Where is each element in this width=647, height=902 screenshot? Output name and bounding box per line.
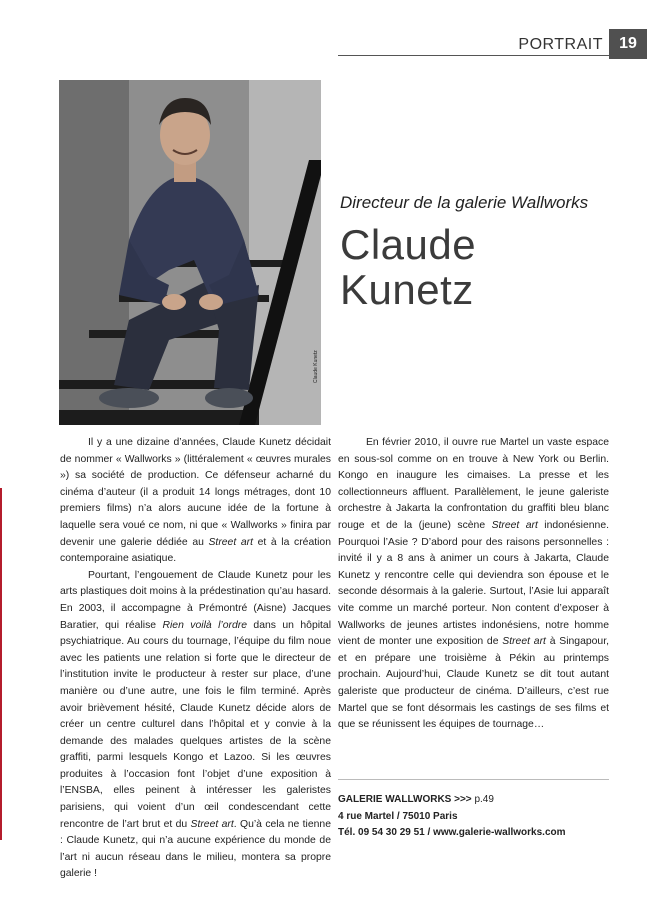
left-accent-bar — [0, 488, 2, 840]
section-label: PORTRAIT — [518, 36, 603, 53]
paragraph: En février 2010, il ouvre rue Martel un vaste espace en sous-sol comme on en trouve à New York ou Berlin. Kongo en inaugure les cimaises. La presse et les collectionneurs affluent. Parallèlement, le jeune galeriste orchestre à Jakarta la confrontation du graffiti bleu blanc rouge et de la (jeune) scène Street art indonésienne. Pourquoi l’Asie ? D’abord pour des raisons personnelles : invité il y a 8 ans à animer un cours à Jakarta, Claude Kunetz y rencontre celle qui deviendra son épouse et le seconde désormais à la galerie. Surtout, l’Asie lui apparaît vite comme un marché porteur. Non content d’exposer à Wallworks de jeunes artistes indonésiens, notre homme vient de monter une exposition de Street art à Singapour, et en prépare une troisième à Pékin au printemps prochain. Aujourd’hui, Claude Kunetz se dit tout autant galeriste que producteur de cinéma. D’ailleurs, c’est rue Martel que se font désormais les castings de ses films et que se réunissent les équipes de tournage… — [338, 437, 609, 731]
paragraph: Il y a une dizaine d’années, Claude Kunetz décidait de nommer « Wallworks » (littéralement « œuvres murales ») sa société de production. Ce défenseur acharné du cinéma d’auteur (il a produit 14 longs métrages, dont 10 premiers films) n’a alors aucune idée de la fortune à laquelle sera voué ce nom, ni que « Wallworks » finira par devenir une galerie dédiée au Street art et à la création contemporaine asiatique. — [60, 437, 331, 565]
gallery-name: GALERIE WALLWORKS — [338, 794, 452, 805]
gallery-contact: Tél. 09 54 30 29 51 / www.galerie-wallworks.com — [338, 827, 566, 838]
body-column-right — [338, 435, 609, 734]
arrow-marker: >>> — [454, 794, 472, 805]
page-number: 19 — [609, 29, 647, 59]
portrait-photo — [59, 80, 321, 425]
body-column-left — [60, 435, 331, 883]
gallery-info — [338, 792, 566, 842]
portrait-illustration — [59, 80, 321, 425]
gallery-address: 4 rue Martel / 75010 Paris — [338, 810, 458, 822]
paragraph: Pourtant, l’engouement de Claude Kunetz pour les arts plastiques doit moins à la prédestination qu’au hasard. En 2003, il accompagne à Prémontré (Aisne) Jacques Baratier, qui réalise Rien voilà l’ordre dans un hôpital psychiatrique. Au cours du tournage, l’équipe du film noue avec les patients une relation si forte que le directeur de l’institution invite le producteur à rester sur place, d’une manière ou d’une autre, une fois le film terminé. Après avoir brièvement hésité, Claude Kunetz décide alors de créer un centre culturel dans l’hôpital et y convie à la demande des malades quelques artistes de la scène graffiti, parmi lesquels Kongo et Lazoo. Si les œuvres produites à l’occasion font l’objet d’une exposition à l’ENSBA, elles peinent à intéresser les galeristes parisiens, qui voient d’un œil condescendant cette rencontre de l’art brut et du Street art. Qu’à cela ne tienne : Claude Kunetz, qui n’a aucune expérience du monde de l’art ni aucun réseau dans le milieu, montera sa propre galerie ! — [60, 569, 331, 880]
title-line-2: Kunetz — [340, 266, 474, 313]
info-rule — [338, 779, 609, 780]
article-subtitle: Directeur de la galerie Wallworks — [340, 193, 589, 212]
title-line-1: Claude — [340, 221, 477, 268]
photo-credit: Claude Kunetz — [313, 350, 319, 383]
article-title — [340, 222, 476, 312]
header-rule — [338, 55, 609, 56]
page-reference: p.49 — [474, 794, 494, 805]
